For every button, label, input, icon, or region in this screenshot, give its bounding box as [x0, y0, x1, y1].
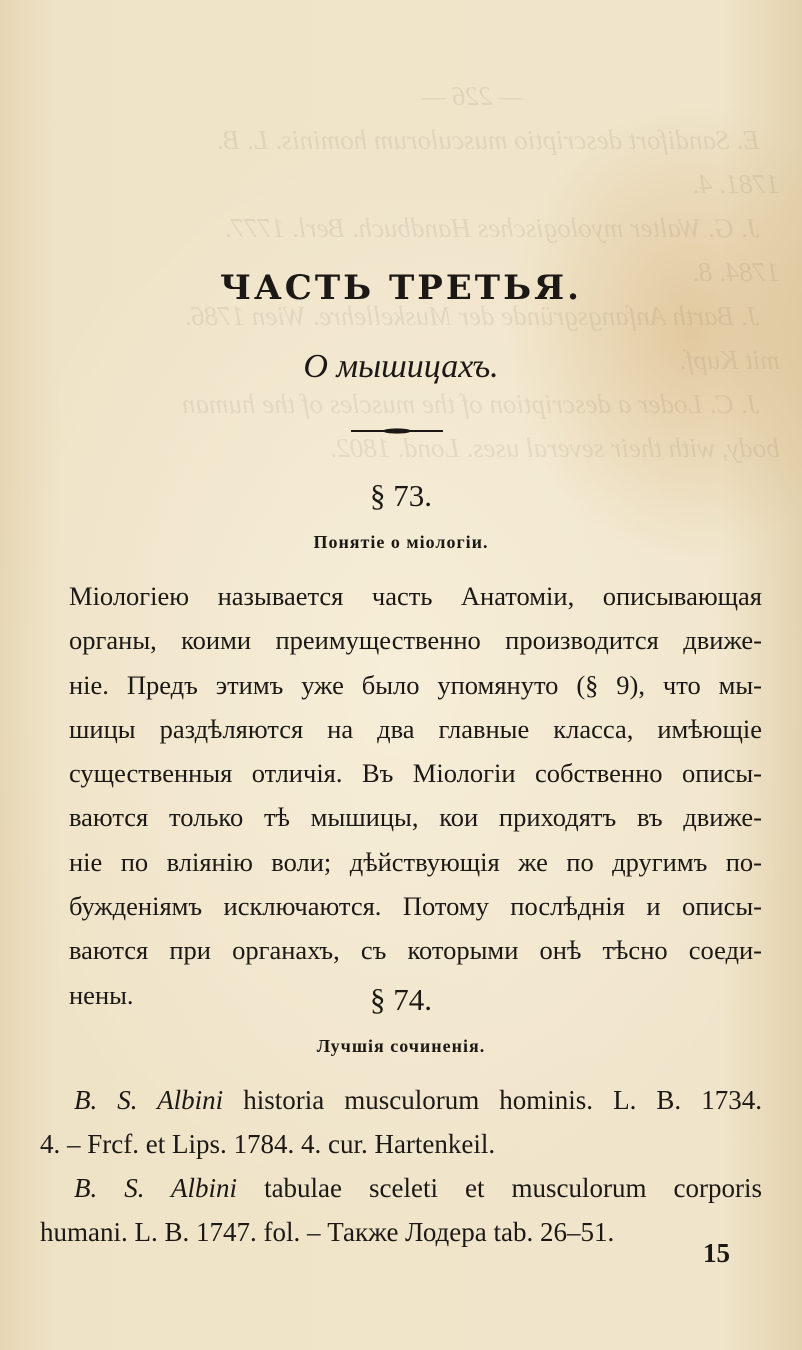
bibliography-entry [40, 1078, 762, 1166]
text-line: ваются только тѣ мышицы, кои приходятъ въ движе- [69, 802, 762, 833]
text-line: ваются при органахъ, съ которыми онѣ тѣсно соеди- [69, 935, 762, 966]
citation-text: humani. L. B. 1747. fol. – Также Лодера tab. 26–51. [40, 1217, 615, 1247]
text-line: шицы раздѣляются на два главные класса, имѣющіе [69, 713, 762, 744]
citation-text: 4. – Frcf. et Lips. 1784. 4. cur. Hartenkeil. [40, 1129, 496, 1159]
bleed-through-texture: — 226 — E. Sandifort descriptio musculorum hominis. L. B. 1781. 4. J. G. Walter myologisches Handbuch. Berl. 1777. 1784. 8. J. Barth Anfangsgründe der Muskellehre. Wien 1786. mit Kupf. J. C. Loder a description of the muscles of the human body, with their several uses. Lond. 1802. [182, 81, 780, 463]
part-title: ЧАСТЬ ТРЕТЬЯ. [220, 268, 582, 308]
ornament-divider [351, 428, 443, 434]
text-line: существенныя отличія. Въ Міологіи собственно описы- [69, 758, 762, 789]
bibliography-entry [40, 1166, 762, 1254]
author-name: B. S. Albini [74, 1173, 238, 1203]
section-number: § 73. [370, 478, 432, 513]
author-name: B. S. Albini [74, 1085, 224, 1115]
text-line: нены. [69, 979, 134, 1010]
section-body-paragraph [69, 574, 762, 1017]
text-line: органы, коими преимущественно производится движе- [69, 625, 762, 656]
citation-text: tabulae sceleti et musculorum corporis [264, 1173, 762, 1203]
part-subtitle: О мышицахъ. [303, 348, 499, 385]
text-line: бужденіямъ исключаются. Потому послѣднія и описы- [69, 891, 762, 922]
text-line: ніе. Предъ этимъ уже было упомянуто (§ 9), что мы- [69, 669, 762, 700]
section-number: § 74. [370, 982, 432, 1017]
text-line: Міологіею называется часть Анатоміи, описывающая [69, 581, 762, 611]
citation-text: historia musculorum hominis. L. B. 1734. [243, 1085, 762, 1115]
text-line: ніе по вліянію воли; дѣйствующія же по другимъ по- [69, 846, 762, 877]
section-heading: Лучшія сочиненія. [316, 1036, 486, 1056]
page-number: 15 [703, 1238, 730, 1268]
section-heading: Понятіе о міологіи. [313, 532, 489, 552]
